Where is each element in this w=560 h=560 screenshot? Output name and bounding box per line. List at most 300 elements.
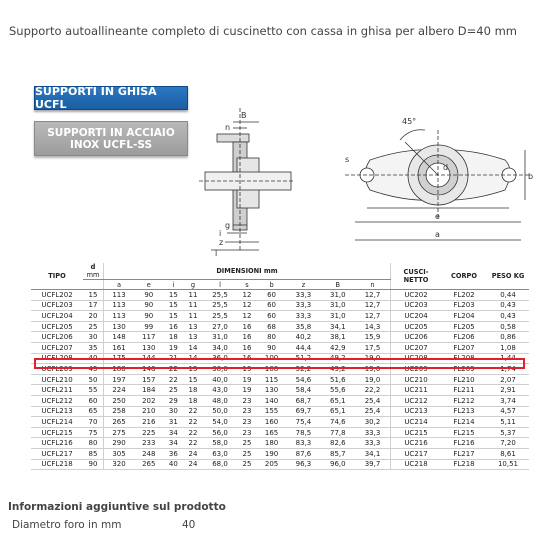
table-cell: 12 xyxy=(237,300,257,311)
table-cell: 15 xyxy=(183,364,203,375)
table-cell: UCFL212 xyxy=(31,395,83,406)
table-cell: 21 xyxy=(164,353,184,364)
subheader-e: e xyxy=(134,280,163,290)
table-cell: 1,08 xyxy=(487,342,529,353)
table-cell: UC207 xyxy=(391,342,442,353)
table-cell: 96,0 xyxy=(321,459,355,470)
table-cell: FL202 xyxy=(441,290,487,301)
table-cell: 22,2 xyxy=(355,385,391,396)
table-cell: 130 xyxy=(257,385,286,396)
info-title: Informazioni aggiuntive sul prodotto xyxy=(8,501,226,513)
table-cell: 54,6 xyxy=(286,374,320,385)
table-row xyxy=(31,448,529,459)
subheader-B: B xyxy=(321,280,355,290)
table-cell: UC215 xyxy=(391,427,442,438)
table-cell: 44,4 xyxy=(286,342,320,353)
table-cell: 34,1 xyxy=(321,321,355,332)
table-cell: 8,61 xyxy=(487,448,529,459)
table-cell: 7,20 xyxy=(487,438,529,449)
table-cell: 35 xyxy=(83,342,104,353)
table-cell: 49,2 xyxy=(321,364,355,375)
table-cell: UCFL210 xyxy=(31,374,83,385)
table-row xyxy=(31,342,529,353)
table-cell: 80 xyxy=(83,438,104,449)
header-d: d mm xyxy=(83,263,104,280)
table-cell: 75 xyxy=(83,427,104,438)
table-cell: 51,6 xyxy=(321,374,355,385)
table-cell: 18 xyxy=(183,385,203,396)
table-cell: 14 xyxy=(183,353,203,364)
table-cell: 19 xyxy=(237,364,257,375)
table-cell: 0,43 xyxy=(487,300,529,311)
table-cell: 165 xyxy=(257,427,286,438)
table-cell: 233 xyxy=(134,438,163,449)
label-n: n xyxy=(225,123,231,132)
table-cell: 11 xyxy=(183,311,203,322)
table-cell: 19,0 xyxy=(355,364,391,375)
table-cell: 33,3 xyxy=(286,311,320,322)
table-cell: 202 xyxy=(134,395,163,406)
table-cell: 22 xyxy=(164,374,184,385)
table-cell: 130 xyxy=(134,342,163,353)
table-cell: 248 xyxy=(134,448,163,459)
table-cell: 96,3 xyxy=(286,459,320,470)
table-cell: UC217 xyxy=(391,448,442,459)
table-cell: FL206 xyxy=(441,332,487,343)
table-row xyxy=(31,353,529,364)
table-cell: 63,0 xyxy=(203,448,237,459)
table-row xyxy=(31,332,529,343)
table-cell: UC213 xyxy=(391,406,442,417)
table-cell: 10,51 xyxy=(487,459,529,470)
subheader-d-blank xyxy=(83,280,104,290)
table-cell: 49,2 xyxy=(321,353,355,364)
supporti-ghisa-button[interactable] xyxy=(34,86,188,110)
table-cell: 19,0 xyxy=(355,353,391,364)
table-cell: 30 xyxy=(83,332,104,343)
header-peso: PESO KG xyxy=(487,263,529,290)
table-cell: UCFL214 xyxy=(31,417,83,428)
technical-drawing xyxy=(195,100,540,260)
table-cell: 13 xyxy=(183,321,203,332)
table-cell: 0,58 xyxy=(487,321,529,332)
table-cell: 40,2 xyxy=(286,332,320,343)
table-cell: FL217 xyxy=(441,448,487,459)
table-cell: 23 xyxy=(237,395,257,406)
table-cell: UCFL206 xyxy=(31,332,83,343)
subheader-b: b xyxy=(257,280,286,290)
table-cell: 51,2 xyxy=(286,353,320,364)
subheader-g: g xyxy=(183,280,203,290)
table-cell: 25,5 xyxy=(203,290,237,301)
table-cell: 25 xyxy=(237,448,257,459)
table-cell: 31,0 xyxy=(203,332,237,343)
table-cell: 113 xyxy=(104,311,135,322)
table-cell: UCFL207 xyxy=(31,342,83,353)
table-cell: 290 xyxy=(104,438,135,449)
table-cell: FL207 xyxy=(441,342,487,353)
table-cell: 78,5 xyxy=(286,427,320,438)
table-cell: 65 xyxy=(83,406,104,417)
table-cell: UCFL217 xyxy=(31,448,83,459)
table-cell: 69,7 xyxy=(286,406,320,417)
table-cell: 74,6 xyxy=(321,417,355,428)
table-cell: UCFL215 xyxy=(31,427,83,438)
info-label: Diametro foro in mm xyxy=(12,519,122,531)
table-row xyxy=(31,417,529,428)
table-cell: 85 xyxy=(83,448,104,459)
table-cell: 11 xyxy=(183,290,203,301)
table-cell: UCFL204 xyxy=(31,311,83,322)
table-cell: 90 xyxy=(134,311,163,322)
table-cell: 12,7 xyxy=(355,311,391,322)
table-cell: FL208 xyxy=(441,353,487,364)
table-cell: 15 xyxy=(164,311,184,322)
table-cell: 16 xyxy=(237,332,257,343)
table-cell: FL214 xyxy=(441,417,487,428)
front-view xyxy=(345,117,533,240)
table-cell: UC218 xyxy=(391,459,442,470)
table-cell: FL216 xyxy=(441,438,487,449)
subheader-s: s xyxy=(237,280,257,290)
table-cell: 25 xyxy=(83,321,104,332)
table-row xyxy=(31,395,529,406)
table-cell: 31 xyxy=(164,417,184,428)
table-cell: 38,1 xyxy=(321,332,355,343)
table-cell: 15 xyxy=(83,290,104,301)
table-row xyxy=(31,385,529,396)
label-s: s xyxy=(345,155,350,164)
table-cell: 70 xyxy=(83,417,104,428)
table-cell: 20 xyxy=(83,311,104,322)
table-cell: 19 xyxy=(237,385,257,396)
table-cell: 14 xyxy=(183,342,203,353)
table-cell: 87,6 xyxy=(286,448,320,459)
table-cell: 31,0 xyxy=(321,300,355,311)
table-cell: UC211 xyxy=(391,385,442,396)
table-cell: 12,7 xyxy=(355,290,391,301)
table-cell: 15 xyxy=(164,290,184,301)
table-cell: 205 xyxy=(257,459,286,470)
table-cell: 50 xyxy=(83,374,104,385)
table-cell: 1,74 xyxy=(487,364,529,375)
table-cell: 258 xyxy=(104,406,135,417)
table-row xyxy=(31,311,529,322)
table-cell: 77,8 xyxy=(321,427,355,438)
table-cell: 100 xyxy=(257,353,286,364)
table-cell: 55 xyxy=(83,385,104,396)
table-cell: 75,4 xyxy=(286,417,320,428)
table-cell: UC205 xyxy=(391,321,442,332)
table-cell: UCFL213 xyxy=(31,406,83,417)
table-cell: 39,7 xyxy=(355,459,391,470)
table-cell: 31,0 xyxy=(321,311,355,322)
table-cell: UC202 xyxy=(391,290,442,301)
subheader-i: i xyxy=(164,280,184,290)
table-cell: 34,0 xyxy=(203,342,237,353)
table-cell: 65,1 xyxy=(321,406,355,417)
spec-table xyxy=(31,263,529,470)
header-cuscinetto: CUSCI- NETTO xyxy=(391,263,442,290)
table-cell: 34 xyxy=(164,427,184,438)
table-cell: 60 xyxy=(257,300,286,311)
table-cell: FL212 xyxy=(441,395,487,406)
table-cell: 5,11 xyxy=(487,417,529,428)
table-cell: UC214 xyxy=(391,417,442,428)
label-e: e xyxy=(435,212,440,221)
subheader-l: l xyxy=(203,280,237,290)
subheader-a: a xyxy=(104,280,135,290)
table-cell: 27,0 xyxy=(203,321,237,332)
table-cell: FL215 xyxy=(441,427,487,438)
table-cell: 12,7 xyxy=(355,300,391,311)
label-l: l xyxy=(215,249,218,258)
table-cell: 144 xyxy=(134,353,163,364)
table-cell: 52,2 xyxy=(286,364,320,375)
table-row xyxy=(31,374,529,385)
table-cell: FL213 xyxy=(441,406,487,417)
table-cell: UC216 xyxy=(391,438,442,449)
table-cell: 33,3 xyxy=(286,290,320,301)
table-cell: 19 xyxy=(164,342,184,353)
table-cell: UCFL203 xyxy=(31,300,83,311)
table-cell: 115 xyxy=(257,374,286,385)
label-i: i xyxy=(219,229,222,238)
table-cell: FL211 xyxy=(441,385,487,396)
table-cell: 23 xyxy=(237,427,257,438)
table-cell: 16 xyxy=(164,321,184,332)
subheader-n: n xyxy=(355,280,391,290)
table-cell: 90 xyxy=(134,300,163,311)
table-cell: 157 xyxy=(134,374,163,385)
table-cell: 38,0 xyxy=(203,364,237,375)
table-cell: 2,91 xyxy=(487,385,529,396)
table-cell: UCFL218 xyxy=(31,459,83,470)
table-cell: 180 xyxy=(257,438,286,449)
table-cell: 188 xyxy=(104,364,135,375)
table-row xyxy=(31,364,529,375)
table-cell: 265 xyxy=(104,417,135,428)
table-cell: 130 xyxy=(104,321,135,332)
table-cell: UC206 xyxy=(391,332,442,343)
supporti-acciaio-label-1: SUPPORTI IN ACCIAIO xyxy=(47,126,175,139)
table-cell: 1,44 xyxy=(487,353,529,364)
table-cell: 50,0 xyxy=(203,406,237,417)
table-cell: UC209 xyxy=(391,364,442,375)
table-cell: 320 xyxy=(104,459,135,470)
table-cell: 148 xyxy=(134,364,163,375)
table-cell: 48,0 xyxy=(203,395,237,406)
table-cell: 25 xyxy=(237,438,257,449)
table-cell: UCFL208 xyxy=(31,353,83,364)
table-cell: 190 xyxy=(257,448,286,459)
table-cell: 14,3 xyxy=(355,321,391,332)
table-cell: 56,0 xyxy=(203,427,237,438)
table-cell: 13 xyxy=(183,332,203,343)
table-cell: 15 xyxy=(164,300,184,311)
table-cell: 22 xyxy=(183,417,203,428)
table-cell: 33,3 xyxy=(355,438,391,449)
table-cell: 42,9 xyxy=(321,342,355,353)
label-a: a xyxy=(435,230,440,239)
label-g: g xyxy=(225,221,231,230)
table-cell: FL210 xyxy=(441,374,487,385)
table-cell: 210 xyxy=(134,406,163,417)
table-cell: 60 xyxy=(83,395,104,406)
table-cell: 2,07 xyxy=(487,374,529,385)
table-cell: UC210 xyxy=(391,374,442,385)
product-title: Supporto autoallineante completo di cuscinetto con cassa in ghisa per albero D=40 mm xyxy=(9,24,517,38)
table-cell: 68,7 xyxy=(286,395,320,406)
table-cell: UCFL209 xyxy=(31,364,83,375)
table-cell: 30 xyxy=(164,406,184,417)
supporti-acciaio-button[interactable] xyxy=(34,121,188,156)
table-cell: UC208 xyxy=(391,353,442,364)
table-cell: 34,1 xyxy=(355,448,391,459)
table-cell: 0,86 xyxy=(487,332,529,343)
table-cell: 16 xyxy=(237,353,257,364)
table-cell: FL205 xyxy=(441,321,487,332)
table-cell: 113 xyxy=(104,290,135,301)
table-cell: 22 xyxy=(164,364,184,375)
table-cell: 18 xyxy=(164,332,184,343)
table-row xyxy=(31,459,529,470)
table-cell: 16 xyxy=(237,342,257,353)
table-cell: 140 xyxy=(257,395,286,406)
table-cell: 31,0 xyxy=(321,290,355,301)
label-d: d xyxy=(443,163,449,172)
header-dimensioni: DIMENSIONI mm xyxy=(104,263,391,280)
header-corpo: CORPO xyxy=(441,263,487,290)
table-cell: 161 xyxy=(104,342,135,353)
table-cell: 23 xyxy=(237,417,257,428)
table-cell: 11 xyxy=(183,300,203,311)
subheader-z: z xyxy=(286,280,320,290)
table-cell: 4,57 xyxy=(487,406,529,417)
table-cell: 40 xyxy=(164,459,184,470)
table-cell: 17,5 xyxy=(355,342,391,353)
label-B: B xyxy=(241,111,247,120)
table-cell: 36,0 xyxy=(203,353,237,364)
table-cell: 0,44 xyxy=(487,290,529,301)
table-cell: 16 xyxy=(237,321,257,332)
table-cell: UCFL202 xyxy=(31,290,83,301)
table-row xyxy=(31,427,529,438)
table-cell: 24 xyxy=(183,448,203,459)
table-cell: FL209 xyxy=(441,364,487,375)
table-cell: 68,0 xyxy=(203,459,237,470)
table-cell: UCFL216 xyxy=(31,438,83,449)
table-cell: 33,3 xyxy=(286,300,320,311)
table-cell: 33,3 xyxy=(355,427,391,438)
table-cell: UC212 xyxy=(391,395,442,406)
table-cell: 17 xyxy=(83,300,104,311)
table-cell: 60 xyxy=(257,290,286,301)
table-cell: 216 xyxy=(134,417,163,428)
supporti-acciaio-label-2: INOX UCFL-SS xyxy=(69,138,153,151)
table-cell: 85,7 xyxy=(321,448,355,459)
table-cell: FL218 xyxy=(441,459,487,470)
table-cell: 113 xyxy=(104,300,135,311)
table-cell: 58,4 xyxy=(286,385,320,396)
table-cell: 65,1 xyxy=(321,395,355,406)
table-cell: UCFL211 xyxy=(31,385,83,396)
table-cell: UCFL205 xyxy=(31,321,83,332)
table-cell: FL203 xyxy=(441,300,487,311)
table-cell: 19,0 xyxy=(355,374,391,385)
table-cell: 108 xyxy=(257,364,286,375)
supporti-ghisa-label: SUPPORTI IN GHISA UCFL xyxy=(35,85,157,111)
table-cell: 19 xyxy=(237,374,257,385)
table-cell: 25,5 xyxy=(203,300,237,311)
table-cell: 45 xyxy=(83,364,104,375)
table-cell: 54,0 xyxy=(203,417,237,428)
table-cell: 68 xyxy=(257,321,286,332)
table-row xyxy=(31,290,529,301)
table-cell: 117 xyxy=(134,332,163,343)
table-cell: 90 xyxy=(134,290,163,301)
table-cell: 197 xyxy=(104,374,135,385)
table-cell: 23 xyxy=(237,406,257,417)
table-cell: 5,37 xyxy=(487,427,529,438)
table-cell: 99 xyxy=(134,321,163,332)
table-cell: 148 xyxy=(104,332,135,343)
table-cell: 43,0 xyxy=(203,385,237,396)
table-cell: 60 xyxy=(257,311,286,322)
table-cell: 15,9 xyxy=(355,332,391,343)
table-cell: 40 xyxy=(83,353,104,364)
label-b: b xyxy=(528,172,534,181)
table-row xyxy=(31,438,529,449)
table-cell: 22 xyxy=(183,438,203,449)
table-cell: 25,4 xyxy=(355,406,391,417)
table-cell: 12 xyxy=(237,311,257,322)
table-cell: 0,43 xyxy=(487,311,529,322)
table-cell: 305 xyxy=(104,448,135,459)
table-row xyxy=(31,406,529,417)
table-cell: 22 xyxy=(183,406,203,417)
table-cell: 265 xyxy=(134,459,163,470)
table-cell: 250 xyxy=(104,395,135,406)
table-cell: UC203 xyxy=(391,300,442,311)
table-cell: 35,8 xyxy=(286,321,320,332)
label-angle: 45° xyxy=(402,117,417,126)
table-cell: 175 xyxy=(104,353,135,364)
table-cell: 22 xyxy=(183,427,203,438)
table-cell: 18 xyxy=(183,395,203,406)
table-cell: FL204 xyxy=(441,311,487,322)
table-cell: 25,4 xyxy=(355,395,391,406)
table-cell: 30,2 xyxy=(355,417,391,428)
table-cell: 82,6 xyxy=(321,438,355,449)
table-cell: 55,6 xyxy=(321,385,355,396)
table-cell: 275 xyxy=(104,427,135,438)
table-cell: 83,3 xyxy=(286,438,320,449)
table-row xyxy=(31,321,529,332)
table-cell: 15 xyxy=(183,374,203,385)
table-cell: 29 xyxy=(164,395,184,406)
table-cell: 40,0 xyxy=(203,374,237,385)
table-cell: 3,74 xyxy=(487,395,529,406)
table-cell: 24 xyxy=(183,459,203,470)
table-cell: 224 xyxy=(104,385,135,396)
table-cell: 12 xyxy=(237,290,257,301)
table-cell: 160 xyxy=(257,417,286,428)
table-cell: 36 xyxy=(164,448,184,459)
table-cell: 155 xyxy=(257,406,286,417)
table-cell: 184 xyxy=(134,385,163,396)
table-cell: 90 xyxy=(83,459,104,470)
